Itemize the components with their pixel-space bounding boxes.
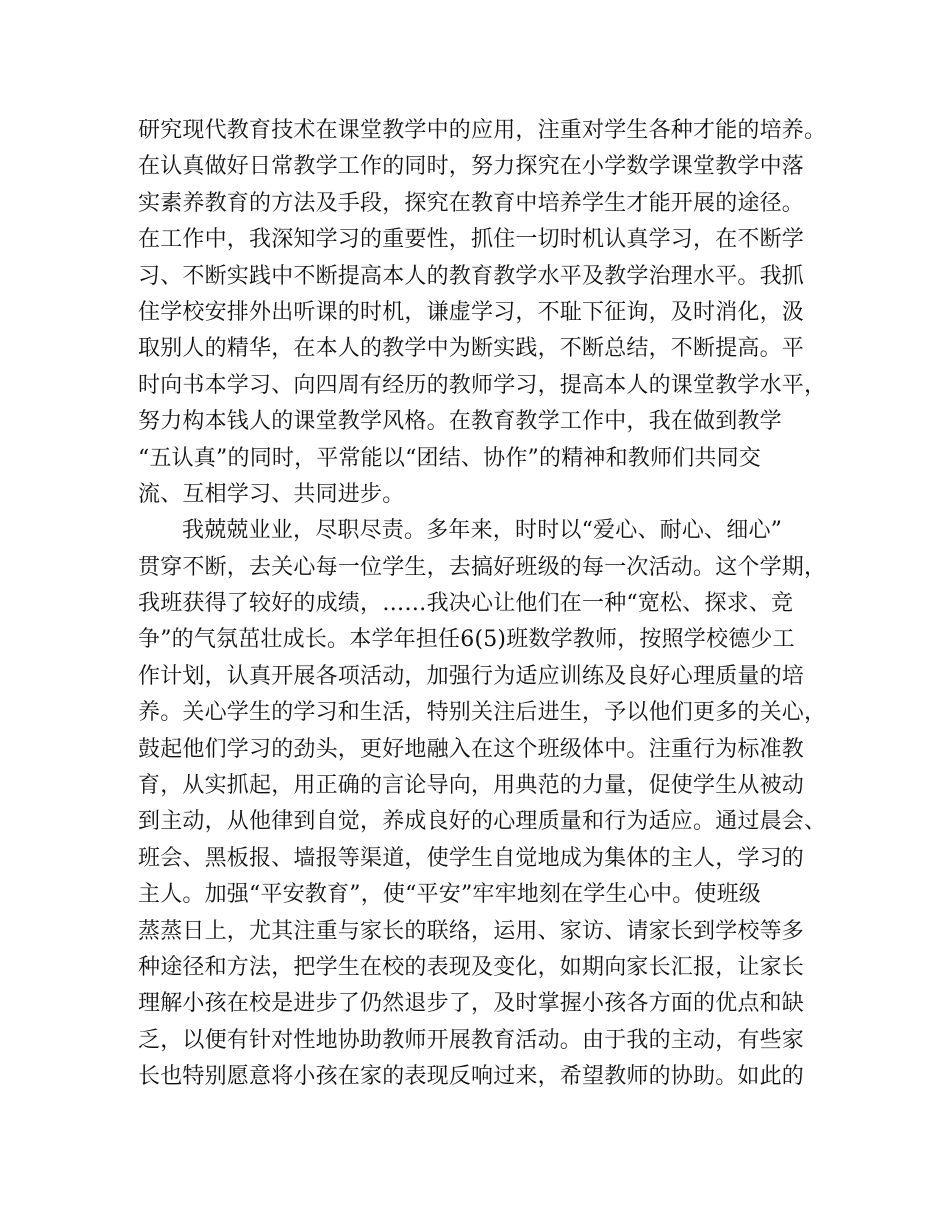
text-line: 研究现代教育技术在课堂教学中的应用，注重对学生各种才能的培养。 (138, 118, 827, 143)
text-line: 班会、黑板报、墙报等渠道，使学生自觉地成为集体的主人，学习的 (138, 845, 805, 871)
text-line: 实素养教育的方法及手段，探究在教育中培养学生才能开展的途径。 (138, 190, 805, 216)
text-line: 理解小孩在校是进步了仍然退步了，及时掌握小孩各方面的优点和缺 (138, 991, 805, 1017)
text-line: 鼓起他们学习的劲头，更好地融入在这个班级体中。注重行为标准教 (138, 736, 805, 762)
text-line: 养。关心学生的学习和生活，特别关注后进生，予以他们更多的关心， (138, 700, 827, 726)
text-line: 习、不断实践中不断提高本人的教育教学水平及教学治理水平。我抓 (138, 263, 805, 289)
text-line: 努力构本钱人的课堂教学风格。在教育教学工作中，我在做到教学 (138, 409, 782, 435)
text-line: 贯穿不断，去关心每一位学生，去搞好班级的每一次活动。这个学期， (138, 554, 827, 580)
body-text (138, 113, 838, 1096)
text-line: 在工作中，我深知学习的重要性，抓住一切时机认真学习，在不断学 (138, 227, 805, 253)
text-line: “五认真”的同时，平常能以“团结、协作”的精神和教师们共同交 (138, 445, 761, 471)
text-line: 主人。加强“平安教育”，使“平安”牢牢地刻在学生心中。使班级 (138, 882, 761, 908)
text-line: 蒸蒸日上，尤其注重与家长的联络，运用、家访、请家长到学校等多 (138, 918, 805, 944)
text-line: 育，从实抓起，用正确的言论导向，用典范的力量，促使学生从被动 (138, 773, 805, 799)
paragraph-first-line: 我兢兢业业，尽职尽责。多年来，时时以“爱心、耐心、细心” (182, 518, 783, 544)
text-line: 流、互相学习、共同进步。 (138, 481, 405, 507)
text-line: 乏，以便有针对性地协助教师开展教育活动。由于我的主动，有些家 (138, 1027, 805, 1053)
text-line: 长也特别愿意将小孩在家的表现反响过来，希望教师的协助。如此的 (138, 1064, 805, 1090)
text-line: 争”的气氛茁壮成长。本学年担任6(5)班数学教师，按照学校德少工 (138, 627, 795, 653)
text-line: 在认真做好日常教学工作的同时，努力探究在小学数学课堂教学中落 (138, 154, 805, 180)
text-line: 我班获得了较好的成绩，……我决心让他们在一种“宽松、探求、竞 (138, 591, 794, 617)
text-line: 到主动，从他律到自觉，养成良好的心理质量和行为适应。通过晨会、 (138, 809, 827, 835)
text-line: 时向书本学习、向四周有经历的教师学习，提高本人的课堂教学水平， (138, 372, 827, 398)
text-line: 作计划，认真开展各项活动，加强行为适应训练及良好心理质量的培 (138, 663, 805, 689)
text-line: 取别人的精华，在本人的教学中为断实践，不断总结，不断提高。平 (138, 336, 805, 362)
text-line: 种途径和方法，把学生在校的表现及变化，如期向家长汇报，让家长 (138, 954, 805, 980)
text-line: 住学校安排外出听课的时机，谦虚学习，不耻下征询，及时消化，汲 (138, 299, 805, 325)
